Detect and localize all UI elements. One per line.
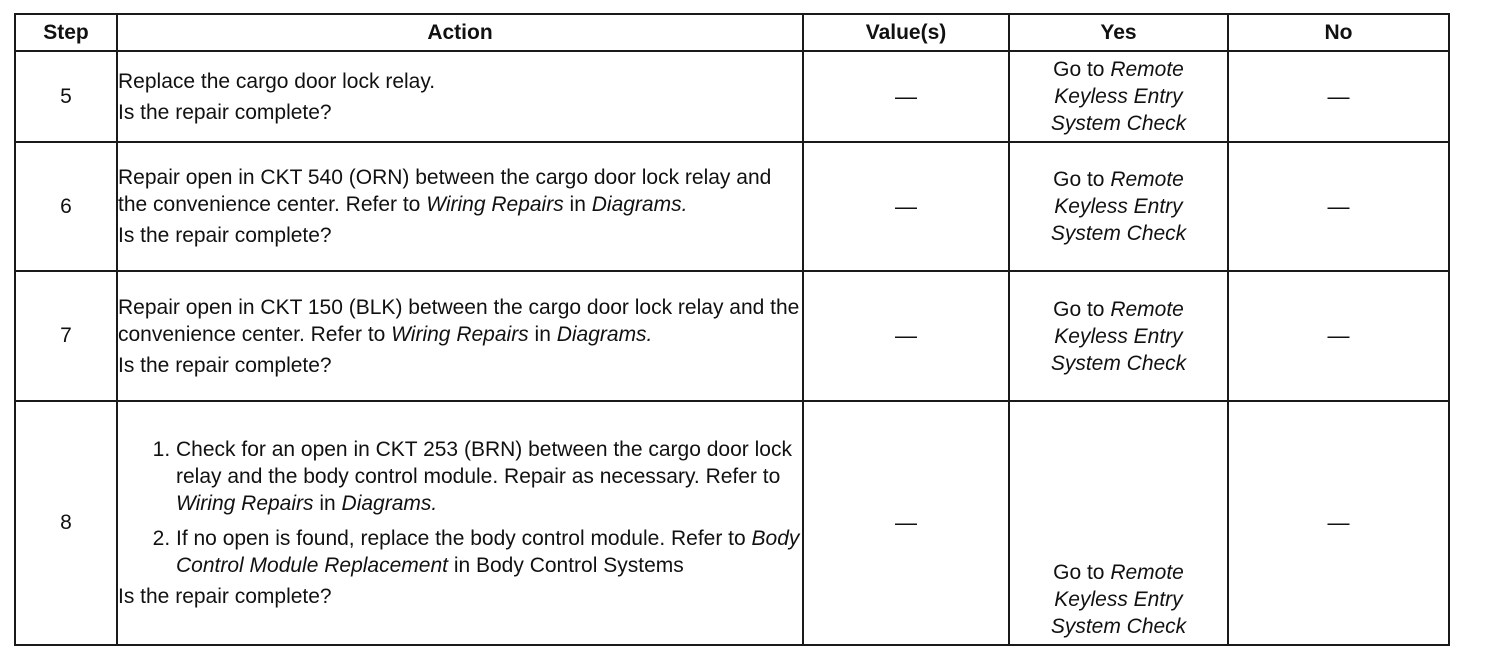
step-number: 7 <box>15 271 117 401</box>
yes-cell: Go to Remote Keyless Entry System Check <box>1009 401 1228 645</box>
question-text: Is the repair complete? <box>118 224 332 247</box>
wiring-repairs-ref[interactable]: Wiring Repairs <box>176 492 314 515</box>
table-row <box>15 142 1449 271</box>
step-number: 5 <box>15 51 117 142</box>
values-cell: — <box>803 142 1009 271</box>
header-no: No <box>1228 14 1449 51</box>
remote-keyless-entry-link[interactable]: Keyless Entry <box>1054 588 1183 611</box>
values-cell: — <box>803 51 1009 142</box>
substep-item: 2. If no open is found, replace the body control module. Refer to Body Control Module Replacement in Body Control Systems <box>176 525 802 579</box>
remote-keyless-entry-link[interactable]: System Check <box>1050 351 1187 375</box>
remote-keyless-entry-link[interactable]: Remote <box>1110 168 1184 191</box>
diagnostic-table <box>14 13 1450 646</box>
substep-list <box>118 436 802 579</box>
action-cell <box>117 51 803 142</box>
action-cell <box>117 271 803 401</box>
yes-cell: Go to Remote Keyless Entry System Check <box>1009 271 1228 401</box>
bcm-replacement-ref[interactable]: Body Control Module Replacement <box>176 527 800 577</box>
header-yes: Yes <box>1009 14 1228 51</box>
yes-cell: Go to Remote Keyless Entry System Check <box>1009 142 1228 271</box>
table-row <box>15 271 1449 401</box>
step-number: 8 <box>15 401 117 645</box>
header-row <box>15 14 1449 51</box>
remote-keyless-entry-link[interactable]: Remote <box>1110 561 1184 584</box>
action-text: Repair open in CKT 540 (ORN) between the cargo door lock relay and the convenience center. Refer to Wiring Repairs in Diagrams. <box>118 166 772 216</box>
header-step: Step <box>15 14 117 51</box>
wiring-repairs-ref[interactable]: Wiring Repairs <box>391 322 529 346</box>
step-number: 6 <box>15 142 117 271</box>
diagrams-ref[interactable]: Diagrams. <box>591 193 688 216</box>
no-cell: — <box>1228 142 1449 271</box>
remote-keyless-entry-link[interactable]: Remote <box>1110 58 1184 81</box>
action-cell <box>117 142 803 271</box>
remote-keyless-entry-link[interactable]: System Check <box>1050 222 1187 245</box>
remote-keyless-entry-link[interactable]: System Check <box>1050 615 1187 638</box>
action-text: Repair open in CKT 150 (BLK) between the cargo door lock relay and the convenience center. Refer to Wiring Repairs in Diagrams. <box>118 295 800 346</box>
no-cell: — <box>1228 51 1449 142</box>
diagrams-ref[interactable]: Diagrams. <box>341 492 438 515</box>
question-text: Is the repair complete? <box>118 353 332 377</box>
substep-item: 1. Check for an open in CKT 253 (BRN) between the cargo door lock relay and the body control module. Repair as necessary. Refer to Wiring Repairs in Diagrams. <box>176 436 802 517</box>
no-cell: — <box>1228 401 1449 645</box>
remote-keyless-entry-link[interactable]: Remote <box>1110 297 1184 321</box>
question-text: Is the repair complete? <box>118 585 332 608</box>
table-row <box>15 401 1449 645</box>
remote-keyless-entry-link[interactable]: Keyless Entry <box>1054 195 1183 218</box>
header-values: Value(s) <box>803 14 1009 51</box>
wiring-repairs-ref[interactable]: Wiring Repairs <box>426 193 564 216</box>
diagrams-ref[interactable]: Diagrams. <box>556 322 653 346</box>
table-row <box>15 51 1449 142</box>
header-action: Action <box>117 14 803 51</box>
action-cell <box>117 401 803 645</box>
no-cell: — <box>1228 271 1449 401</box>
action-text: Replace the cargo door lock relay. <box>118 69 436 93</box>
yes-cell: Go to Remote Keyless Entry System Check <box>1009 51 1228 142</box>
values-cell: — <box>803 271 1009 401</box>
values-cell: — <box>803 401 1009 645</box>
remote-keyless-entry-link[interactable]: Keyless Entry <box>1054 85 1183 108</box>
remote-keyless-entry-link[interactable]: Keyless Entry <box>1054 324 1183 348</box>
question-text: Is the repair complete? <box>118 100 332 124</box>
remote-keyless-entry-link[interactable]: System Check <box>1050 112 1187 135</box>
